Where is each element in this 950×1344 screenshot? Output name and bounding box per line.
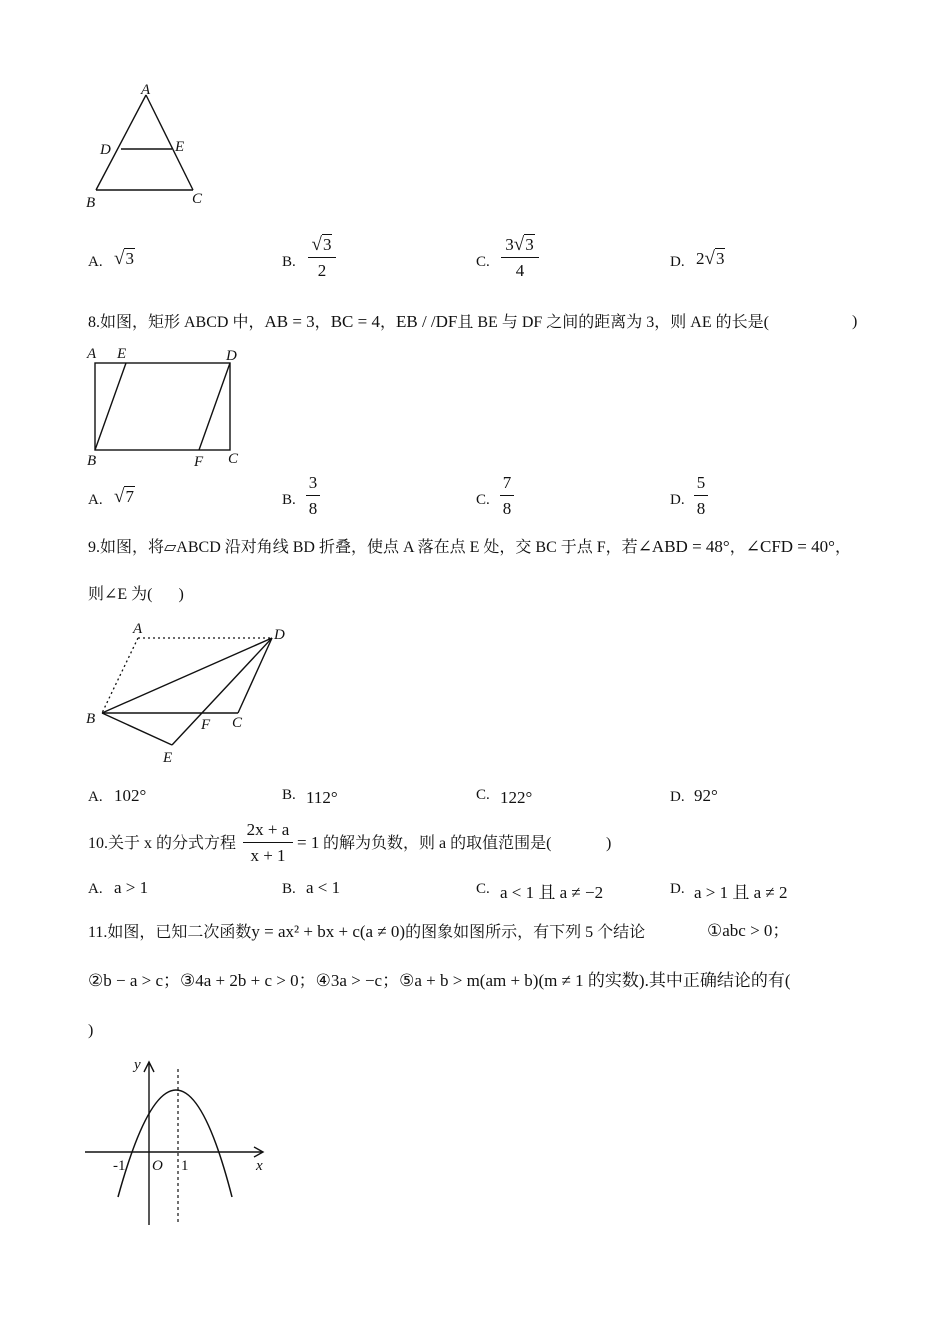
q8-cond-ab: AB = 3 (264, 312, 315, 331)
q8-option-d-letter: D. (670, 492, 685, 508)
q8-label-e: E (117, 346, 127, 362)
q8-options (88, 473, 888, 523)
q9-stem-line1: 9.如图，将▱ABCD 沿对角线 BD 折叠，使点 A 落在点 E 处，交 BC 于点 F，若∠ABD = 48°，∠CFD = 40°， (88, 537, 851, 556)
q9-option-b-letter: B. (282, 787, 296, 803)
q8-cond-parallel: EB / /DF (395, 312, 458, 331)
q11-conclusion-1: ①abc > 0； (707, 921, 790, 940)
q10-fraction-den: x + 1 (250, 846, 286, 865)
q11-stem-line2: ②b − a > c；③4a + 2b + c > 0；④3a > −c；⑤a + b > m(am + b)(m ≠ 1 的实数).其中正确结论的有( (88, 971, 791, 990)
q8-rectangle-figure (80, 340, 250, 470)
q9-option-a-letter: A. (88, 789, 103, 805)
q10-option-d-value: a > 1 且 a ≠ 2 (694, 883, 788, 902)
q7-option-a-value: √3 (114, 248, 134, 269)
q10-fraction-num: 2x + a (246, 820, 290, 839)
q7-option-d-value: 2√3 (696, 248, 725, 269)
q11-label-x: x (256, 1158, 263, 1174)
q8-prefix: 8.如图，矩形 ABCD 中， (88, 314, 265, 331)
q8-option-c-value: 7 8 (500, 473, 514, 519)
q11-stem-line3: ) (88, 1022, 94, 1039)
q9-label-a: A (133, 621, 143, 637)
q8-label-b: B (87, 453, 97, 469)
q10-option-c-value: a < 1 且 a ≠ −2 (500, 883, 604, 902)
q8-label-f: F (194, 454, 204, 470)
q8-stem: 8.如图，矩形 ABCD 中，AB = 3，BC = 4，EB / /DF且 BE 与 DF 之间的距离为 3，则 AE 的长是( (88, 312, 769, 331)
q11-parabola-graph (80, 1055, 280, 1230)
q7-option-c-value: 3√3 4 (501, 235, 539, 281)
q9-label-b: B (86, 711, 96, 727)
q10-suffix: 的解为负数，则 a 的取值范围是( (323, 835, 552, 852)
q8-label-d: D (226, 348, 237, 364)
q8-cond-bc: BC = 4 (330, 312, 380, 331)
q9-option-d-letter: D. (670, 789, 685, 805)
q11-function: y = ax² + bx + c(a ≠ 0) (251, 922, 406, 941)
q8-close-paren: ) (852, 313, 858, 330)
q7-label-e: E (175, 139, 185, 155)
q9-label-e: E (163, 750, 173, 766)
q9-option-a-value: 102° (114, 786, 147, 805)
q7-option-b-letter: B. (282, 254, 296, 270)
q10-equals: = 1 (297, 833, 320, 852)
q8-label-a: A (87, 346, 97, 362)
q8-label-c: C (228, 451, 239, 467)
q7-label-d: D (100, 142, 111, 158)
q10-option-b-letter: B. (282, 881, 296, 897)
q9-label-d: D (274, 627, 285, 643)
q9-stem-line2: 则∠E 为( ) (88, 586, 184, 603)
q7-option-a-radicand: 3 (125, 249, 134, 268)
q8-option-d-value: 5 8 (694, 473, 708, 519)
q7-label-b: B (86, 195, 96, 211)
q9-angle-abd: ∠ABD = 48° (637, 537, 730, 556)
q9-options (88, 785, 888, 809)
q7-option-a-letter: A. (88, 254, 103, 270)
q7-option-d-letter: D. (670, 254, 685, 270)
q11-label-neg1: -1 (113, 1158, 126, 1174)
q10-option-c-letter: C. (476, 881, 490, 897)
q9-label-c: C (232, 715, 243, 731)
q10-option-a-letter: A. (88, 881, 103, 897)
q11-label-one: 1 (181, 1158, 189, 1174)
q8-option-a-letter: A. (88, 492, 103, 508)
q11-label-origin: O (152, 1158, 163, 1174)
q7-triangle-figure (80, 80, 220, 215)
q10-close-paren: ) (606, 835, 612, 852)
q11-parabola-curve (118, 1090, 232, 1197)
q10-fraction (243, 820, 293, 866)
q9-option-d-value: 92° (694, 786, 718, 805)
q8-option-b-letter: B. (282, 492, 296, 508)
q10-options (88, 877, 888, 901)
q9-label-f: F (201, 717, 211, 733)
q8-suffix: 且 BE 与 DF 之间的距离为 3，则 AE 的长是( (457, 314, 769, 331)
q7-option-c-letter: C. (476, 254, 490, 270)
q10-prefix: 10.关于 x 的分式方程 (88, 835, 237, 852)
q8-option-b-value: 3 8 (306, 473, 320, 519)
q9-option-b-value: 112° (306, 788, 338, 807)
q7-label-a: A (141, 82, 151, 98)
q9-parallelogram-figure (80, 615, 300, 770)
q9-option-c-value: 122° (500, 788, 533, 807)
q10-option-a-value: a > 1 (114, 878, 149, 897)
q7-option-b-value: √3 2 (308, 235, 336, 281)
q7-label-c: C (192, 191, 203, 207)
q10-option-d-letter: D. (670, 881, 685, 897)
q7-options (88, 235, 888, 290)
q10-option-b-value: a < 1 (306, 878, 341, 897)
q8-option-c-letter: C. (476, 492, 490, 508)
q9-option-c-letter: C. (476, 787, 490, 803)
q9-angle-cfd: ∠CFD = 40° (745, 537, 835, 556)
q8-option-a-value: √7 (114, 486, 134, 507)
q11-label-y: y (134, 1057, 141, 1073)
q11-stem-line1: 11.如图，已知二次函数y = ax² + bx + c(a ≠ 0)的图象如图所示，有下列 5 个结论 (88, 922, 646, 941)
